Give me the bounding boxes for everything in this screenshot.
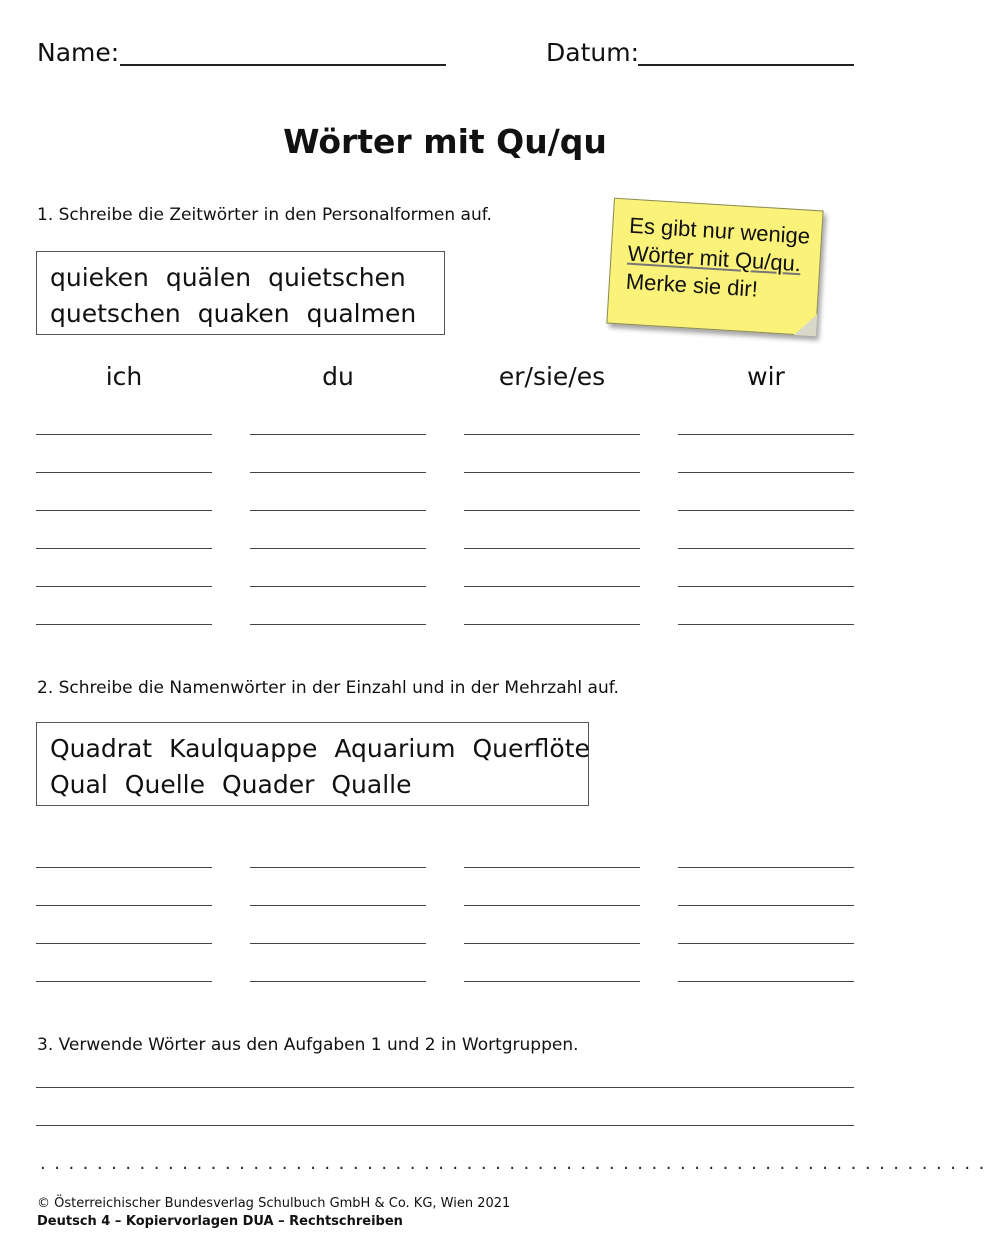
note-line-1: Es gibt nur wenige [628,212,811,249]
page-title: Wörter mit Qu/qu [283,122,607,161]
answer-write-line[interactable] [464,434,640,435]
note-line-3: Merke sie dir! [625,268,759,302]
date-label: Datum: [546,38,639,67]
word: quaken [197,299,290,328]
answer-write-line[interactable] [464,586,640,587]
column-header-ich: ich [105,362,143,391]
task2-word-box [36,722,589,806]
word: Quadrat [50,734,153,763]
answer-write-line[interactable] [678,943,854,944]
answer-write-line[interactable] [250,510,426,511]
answer-write-line[interactable] [464,472,640,473]
task3-answer-line[interactable] [36,1125,854,1126]
column-header-er-sie-es: er/sie/es [498,362,606,391]
answer-write-line[interactable] [250,624,426,625]
word: Qual [50,770,108,799]
task1-word-row [50,296,431,332]
task1-instruction: 1. Schreibe die Zeitwörter in den Personalformen auf. [37,205,492,225]
answer-write-line[interactable] [250,905,426,906]
sticky-note [606,198,823,337]
word: Kaulquappe [169,734,318,763]
word: quälen [165,263,252,292]
word: Qualle [331,770,412,799]
footer-copyright: © Österreichischer Bundesverlag Schulbuch GmbH & Co. KG, Wien 2021 [37,1196,511,1211]
task3-instruction: 3. Verwende Wörter aus den Aufgaben 1 und 2 in Wortgruppen. [37,1035,579,1055]
footer-book-title: Deutsch 4 – Kopiervorlagen DUA – Rechtschreiben [37,1214,403,1229]
word: Aquarium [334,734,456,763]
word: Querflöte [472,734,590,763]
answer-write-line[interactable] [250,548,426,549]
answer-write-line[interactable] [36,434,212,435]
task2-word-row [50,767,575,803]
answer-write-line[interactable] [678,434,854,435]
answer-write-line[interactable] [36,624,212,625]
answer-write-line[interactable] [250,434,426,435]
answer-write-line[interactable] [36,981,212,982]
answer-write-line[interactable] [36,905,212,906]
dotted-divider: ··································································· [40,1158,993,1179]
word: qualmen [306,299,417,328]
answer-write-line[interactable] [464,867,640,868]
column-header-wir: wir [747,362,785,391]
name-write-line[interactable] [120,64,446,66]
answer-write-line[interactable] [678,981,854,982]
answer-write-line[interactable] [678,586,854,587]
answer-write-line[interactable] [678,905,854,906]
answer-write-line[interactable] [250,867,426,868]
answer-write-line[interactable] [464,624,640,625]
answer-write-line[interactable] [464,548,640,549]
answer-write-line[interactable] [36,586,212,587]
word: quietschen [268,263,406,292]
answer-write-line[interactable] [250,586,426,587]
answer-write-line[interactable] [36,867,212,868]
answer-write-line[interactable] [250,981,426,982]
answer-write-line[interactable] [464,905,640,906]
word: Quader [221,770,315,799]
answer-write-line[interactable] [36,510,212,511]
answer-write-line[interactable] [464,943,640,944]
word: Quelle [124,770,205,799]
answer-write-line[interactable] [464,981,640,982]
task1-word-row [50,260,431,296]
answer-write-line[interactable] [678,624,854,625]
name-label: Name: [37,38,120,67]
task2-word-row [50,731,590,767]
word: quetschen [50,299,181,328]
answer-write-line[interactable] [678,548,854,549]
answer-write-line[interactable] [250,472,426,473]
answer-write-line[interactable] [36,472,212,473]
task3-answer-line[interactable] [36,1087,854,1088]
word: quieken [50,263,149,292]
note-line-2: Wörter mit Qu/qu. [626,240,802,277]
answer-write-line[interactable] [36,943,212,944]
answer-write-line[interactable] [678,472,854,473]
page-curl-icon [794,313,817,336]
date-write-line[interactable] [638,64,854,66]
answer-write-line[interactable] [678,867,854,868]
answer-write-line[interactable] [464,510,640,511]
column-header-du: du [322,362,354,391]
task2-instruction: 2. Schreibe die Namenwörter in der Einzahl und in der Mehrzahl auf. [37,678,619,698]
answer-write-line[interactable] [36,548,212,549]
answer-write-line[interactable] [678,510,854,511]
answer-write-line[interactable] [250,943,426,944]
task1-word-box [36,251,445,335]
